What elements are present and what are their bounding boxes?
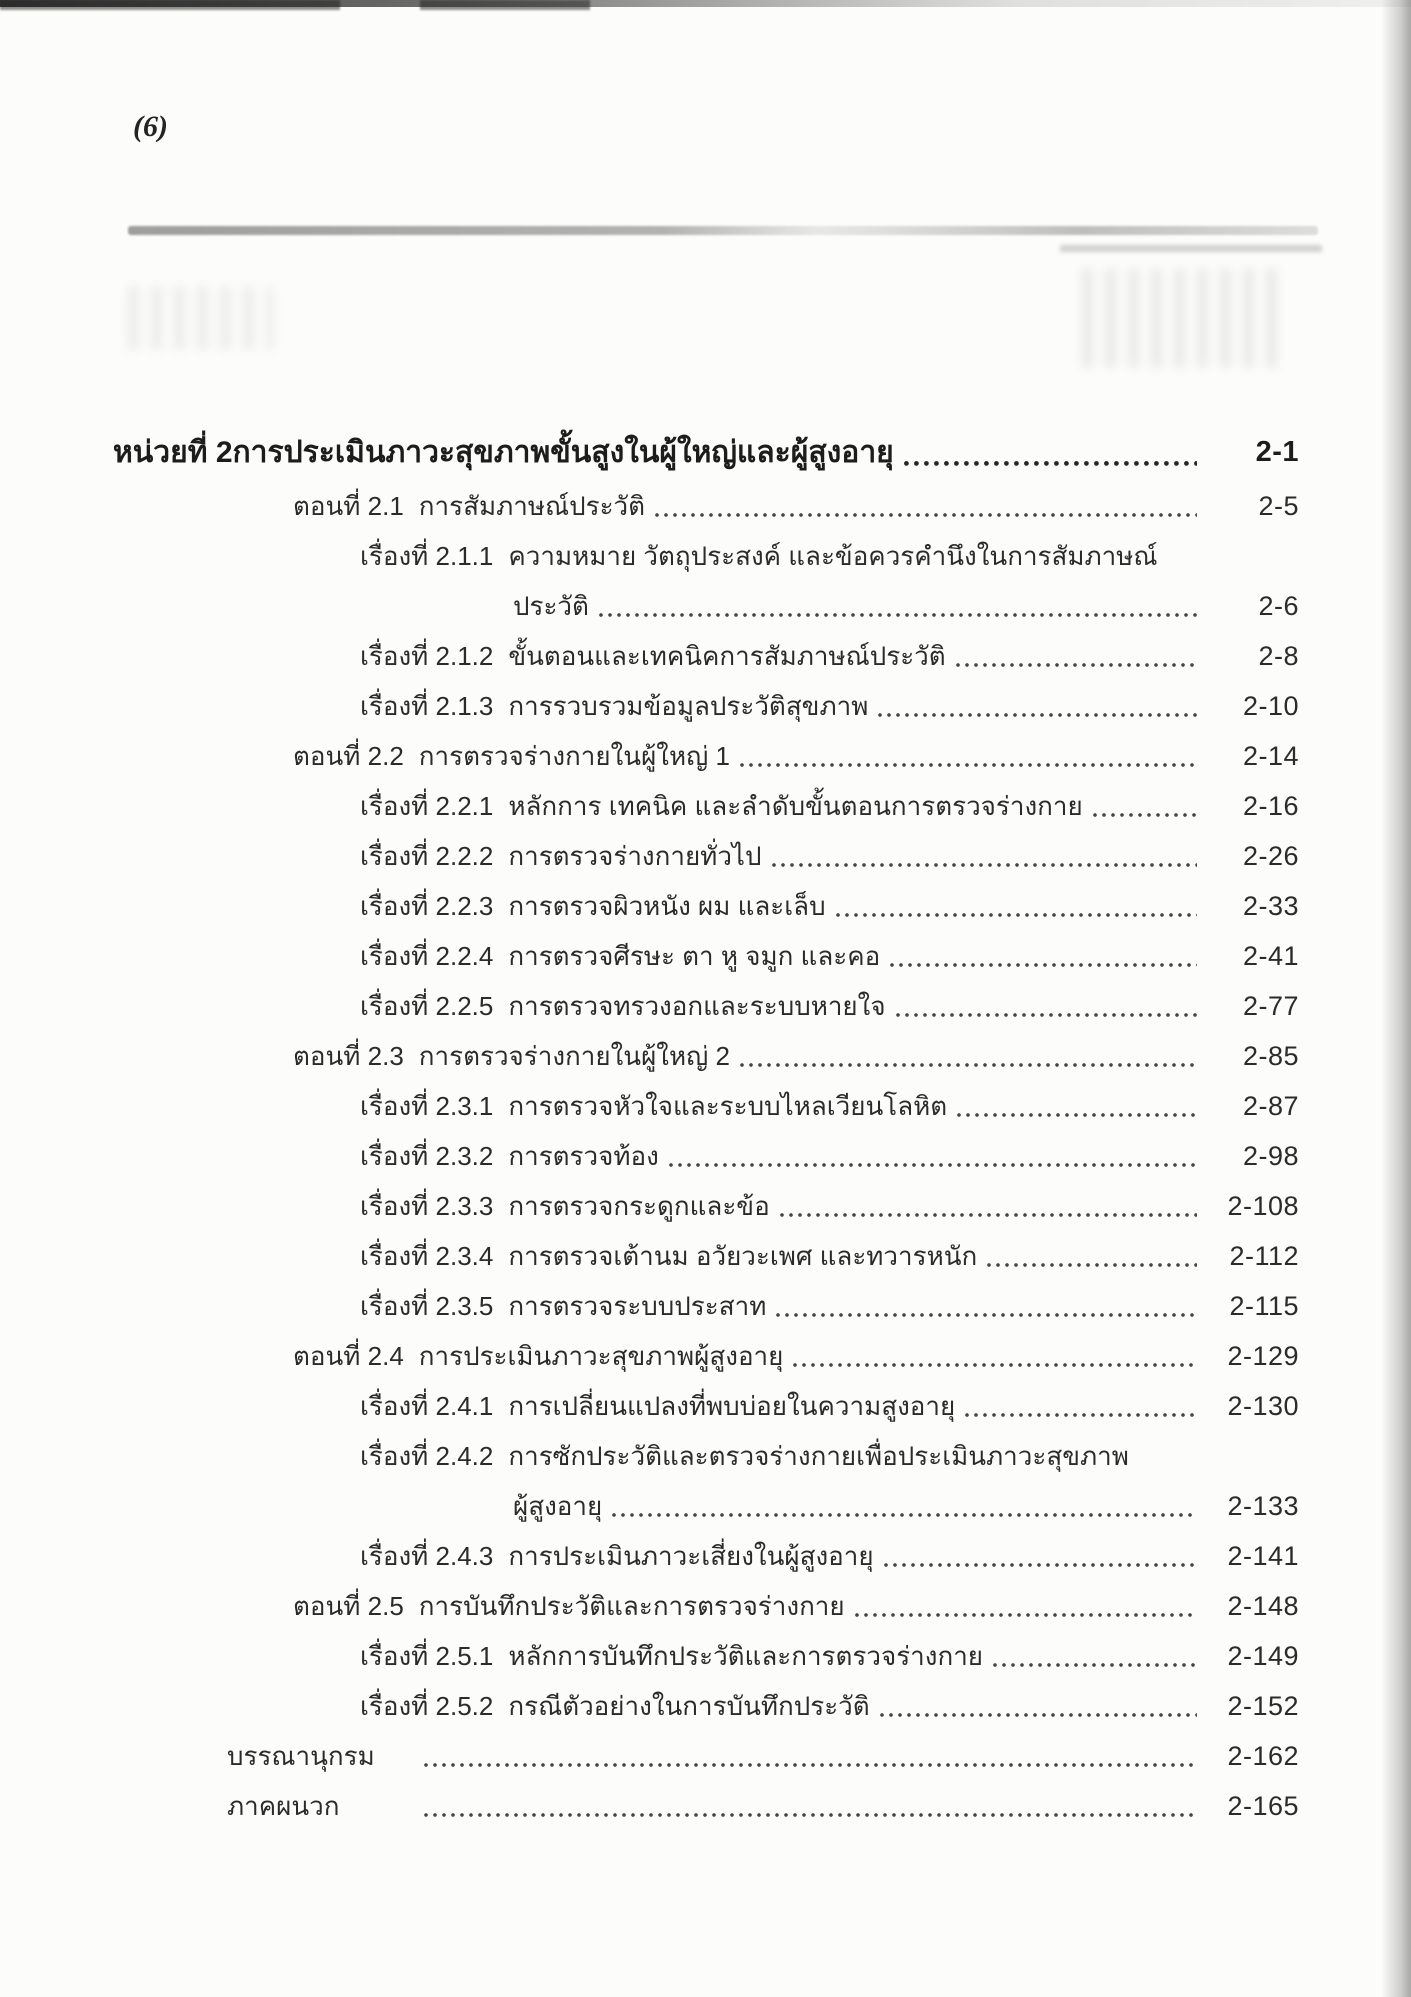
- dot-leader: [1093, 813, 1197, 817]
- toc-entry-number: เรื่องที่ 2.2.3: [360, 891, 494, 922]
- ink-bleed-ghost: [128, 286, 273, 350]
- toc-entry-number: เรื่องที่ 2.1.1: [360, 541, 494, 572]
- toc-entry-page: 2-148: [1227, 1591, 1299, 1622]
- toc-entry-number: หน่วยที่ 2: [113, 435, 233, 469]
- toc-entry: [360, 1682, 1299, 1732]
- toc-entry-page: 2-129: [1227, 1341, 1299, 1372]
- dot-leader: [793, 1363, 1197, 1367]
- dot-leader: [655, 513, 1197, 517]
- toc-entry-page: 2-130: [1227, 1391, 1299, 1422]
- toc-entry: [360, 982, 1299, 1032]
- toc-entry-title: ภาคผนวก: [227, 1791, 340, 1822]
- toc-entry: [360, 1532, 1299, 1582]
- toc-entry-continuation: [513, 1482, 1299, 1532]
- toc-entry-title: การประเมินภาวะสุขภาพผู้สูงอายุ: [418, 1341, 784, 1372]
- toc-entry-title: การตรวจหัวใจและระบบไหลเวียนโลหิต: [508, 1091, 948, 1122]
- dot-leader: [965, 1413, 1197, 1417]
- toc-entry-title: การตรวจร่างกายทั่วไป: [508, 841, 762, 872]
- toc-entry-title: การตรวจระบบประสาท: [508, 1291, 767, 1322]
- toc-entry-title: การตรวจทรวงอกและระบบหายใจ: [508, 991, 886, 1022]
- toc-entry-number: เรื่องที่ 2.5.2: [360, 1691, 494, 1722]
- toc-entry-title: กรณีตัวอย่างในการบันทึกประวัติ: [508, 1691, 870, 1722]
- toc-entry-number: เรื่องที่ 2.3.3: [360, 1191, 494, 1222]
- toc-entry: [227, 1782, 1299, 1832]
- toc-entry-title: การตรวจท้อง: [508, 1141, 659, 1172]
- toc-entry-page: 2-14: [1242, 741, 1299, 772]
- toc-entry-number: เรื่องที่ 2.3.1: [360, 1091, 494, 1122]
- dot-leader: [896, 1013, 1197, 1017]
- toc-entry: [360, 1082, 1299, 1132]
- dot-leader: [776, 1313, 1197, 1317]
- toc-entry-title: การรวบรวมข้อมูลประวัติสุขภาพ: [508, 691, 869, 722]
- toc-entry: [293, 732, 1299, 782]
- toc-entry-title: การบันทึกประวัติและการตรวจร่างกาย: [418, 1591, 845, 1622]
- toc-entry-title: ขั้นตอนและเทคนิคการสัมภาษณ์ประวัติ: [508, 641, 946, 672]
- toc-entry-title: การซักประวัติและตรวจร่างกายเพื่อประเมินภาวะสุขภาพ: [508, 1441, 1129, 1472]
- toc-entry: [360, 632, 1299, 682]
- toc-entry: [360, 1632, 1299, 1682]
- toc-entry-number: เรื่องที่ 2.5.1: [360, 1641, 494, 1672]
- toc-entry-number: ตอนที่ 2.4: [293, 1341, 404, 1372]
- toc-entry-page: 2-112: [1229, 1241, 1299, 1272]
- toc-entry-page: 2-77: [1242, 991, 1299, 1022]
- page-folio: (6): [133, 110, 168, 143]
- toc-entry: [360, 932, 1299, 982]
- dot-leader: [878, 713, 1197, 717]
- toc-entry-page: 2-41: [1242, 941, 1299, 972]
- toc-entry-page: 2-149: [1227, 1641, 1299, 1672]
- scan-edge-artifact: [0, 0, 340, 10]
- toc-entry-number: ตอนที่ 2.5: [293, 1591, 404, 1622]
- toc-entry: [360, 1382, 1299, 1432]
- toc-entry-page: 2-133: [1227, 1491, 1299, 1522]
- dot-leader: [904, 461, 1197, 466]
- toc-entry-number: เรื่องที่ 2.2.4: [360, 941, 494, 972]
- toc-entry: [360, 1432, 1299, 1482]
- toc-entry: [360, 1132, 1299, 1182]
- toc-entry-page: 2-115: [1229, 1291, 1299, 1322]
- toc-entry-number: เรื่องที่ 2.3.4: [360, 1241, 494, 1272]
- toc-entry-title: การตรวจกระดูกและข้อ: [508, 1191, 770, 1222]
- toc-entry-number: เรื่องที่ 2.2.2: [360, 841, 494, 872]
- toc-entry-number: เรื่องที่ 2.3.2: [360, 1141, 494, 1172]
- toc-entry-page: 2-141: [1227, 1541, 1299, 1572]
- dot-leader: [880, 1713, 1197, 1717]
- toc-entry-title: การเปลี่ยนแปลงที่พบบ่อยในความสูงอายุ: [508, 1391, 956, 1422]
- toc-entry: [293, 1032, 1299, 1082]
- toc-entry-title: การตรวจผิวหนัง ผม และเล็บ: [508, 891, 826, 922]
- dot-leader: [884, 1563, 1197, 1567]
- toc-entry-number: ตอนที่ 2.2: [293, 741, 404, 772]
- toc-entry: [360, 1182, 1299, 1232]
- toc-entry-page: 2-162: [1227, 1741, 1299, 1772]
- toc-entry-title: ผู้สูงอายุ: [513, 1491, 603, 1522]
- toc-entry: [113, 424, 1299, 482]
- dot-leader: [424, 1763, 1197, 1767]
- toc-entry-number: ตอนที่ 2.3: [293, 1041, 404, 1072]
- dot-leader: [740, 1063, 1197, 1067]
- dot-leader: [740, 763, 1197, 767]
- toc-entry-title: ประวัติ: [513, 591, 589, 622]
- dot-leader: [957, 1113, 1197, 1117]
- toc-entry-number: เรื่องที่ 2.2.1: [360, 791, 494, 822]
- toc-entry-page: 2-1: [1255, 436, 1299, 469]
- toc-entry-number: เรื่องที่ 2.2.5: [360, 991, 494, 1022]
- toc-entry-number: เรื่องที่ 2.3.5: [360, 1291, 494, 1322]
- dot-leader: [890, 963, 1197, 967]
- toc-entry: [360, 682, 1299, 732]
- toc-entry-title: การประเมินภาวะสุขภาพขั้นสูงในผู้ใหญ่และผู้สูงอายุ: [232, 435, 894, 469]
- toc-entry: [360, 1232, 1299, 1282]
- toc-entry-number: เรื่องที่ 2.4.1: [360, 1391, 494, 1422]
- dot-leader: [612, 1513, 1197, 1517]
- toc-entry-number: เรื่องที่ 2.1.3: [360, 691, 494, 722]
- toc-entry-page: 2-5: [1258, 491, 1299, 522]
- toc-entry-title: หลักการ เทคนิค และลำดับขั้นตอนการตรวจร่างกาย: [508, 791, 1083, 822]
- toc-entry: [293, 1332, 1299, 1382]
- toc-entry-page: 2-33: [1242, 891, 1299, 922]
- toc-entry-continuation: [513, 582, 1299, 632]
- toc-entry: [293, 1582, 1299, 1632]
- ink-bleed-ghost: [1082, 268, 1277, 368]
- dot-leader: [993, 1663, 1197, 1667]
- toc-entry: [360, 882, 1299, 932]
- dot-leader: [780, 1213, 1197, 1217]
- dot-leader: [956, 663, 1197, 667]
- toc-entry-title: การตรวจร่างกายในผู้ใหญ่ 1: [418, 741, 730, 772]
- toc-entry-page: 2-8: [1258, 641, 1299, 672]
- toc-entry-title: การตรวจศีรษะ ตา หู จมูก และคอ: [508, 941, 881, 972]
- header-divider-rule: [128, 226, 1318, 235]
- toc-entry: [293, 482, 1299, 532]
- toc-entry-number: เรื่องที่ 2.4.3: [360, 1541, 494, 1572]
- dot-leader: [424, 1813, 1197, 1817]
- toc-entry-page: 2-16: [1242, 791, 1299, 822]
- toc-entry: [227, 1732, 1299, 1782]
- toc-entry-page: 2-152: [1227, 1691, 1299, 1722]
- toc-entry-number: ตอนที่ 2.1: [293, 491, 404, 522]
- toc-entry-page: 2-165: [1227, 1791, 1299, 1822]
- scan-edge-artifact: [420, 0, 590, 10]
- toc-entry-title: การตรวจเต้านม อวัยวะเพศ และทวารหนัก: [508, 1241, 978, 1272]
- dot-leader: [669, 1163, 1197, 1167]
- toc-entry-title: หลักการบันทึกประวัติและการตรวจร่างกาย: [508, 1641, 984, 1672]
- toc-entry-title: การตรวจร่างกายในผู้ใหญ่ 2: [418, 1041, 730, 1072]
- toc-entry-title: ความหมาย วัตถุประสงค์ และข้อควรคำนึงในการสัมภาษณ์: [508, 541, 1158, 572]
- toc-entry-page: 2-26: [1242, 841, 1299, 872]
- toc-entry: [360, 832, 1299, 882]
- dot-leader: [855, 1613, 1197, 1617]
- toc-entry-title: บรรณานุกรม: [227, 1741, 375, 1772]
- page-gutter-shadow: [1381, 0, 1411, 1997]
- toc-entry: [360, 1282, 1299, 1332]
- header-divider-rule: [1060, 245, 1322, 252]
- table-of-contents: [113, 424, 1299, 1832]
- toc-entry-page: 2-85: [1242, 1041, 1299, 1072]
- toc-entry-title: การสัมภาษณ์ประวัติ: [418, 491, 646, 522]
- toc-entry-page: 2-87: [1242, 1091, 1299, 1122]
- toc-entry-page: 2-108: [1227, 1191, 1299, 1222]
- dot-leader: [836, 913, 1197, 917]
- dot-leader: [772, 863, 1197, 867]
- toc-entry-page: 2-10: [1242, 691, 1299, 722]
- toc-entry: [360, 532, 1299, 582]
- toc-entry-number: เรื่องที่ 2.1.2: [360, 641, 494, 672]
- toc-entry-title: การประเมินภาวะเสี่ยงในผู้สูงอายุ: [508, 1541, 874, 1572]
- dot-leader: [599, 613, 1197, 617]
- toc-entry-number: เรื่องที่ 2.4.2: [360, 1441, 494, 1472]
- toc-entry-page: 2-6: [1258, 591, 1299, 622]
- toc-entry-page: 2-98: [1242, 1141, 1299, 1172]
- dot-leader: [987, 1263, 1197, 1267]
- toc-entry: [360, 782, 1299, 832]
